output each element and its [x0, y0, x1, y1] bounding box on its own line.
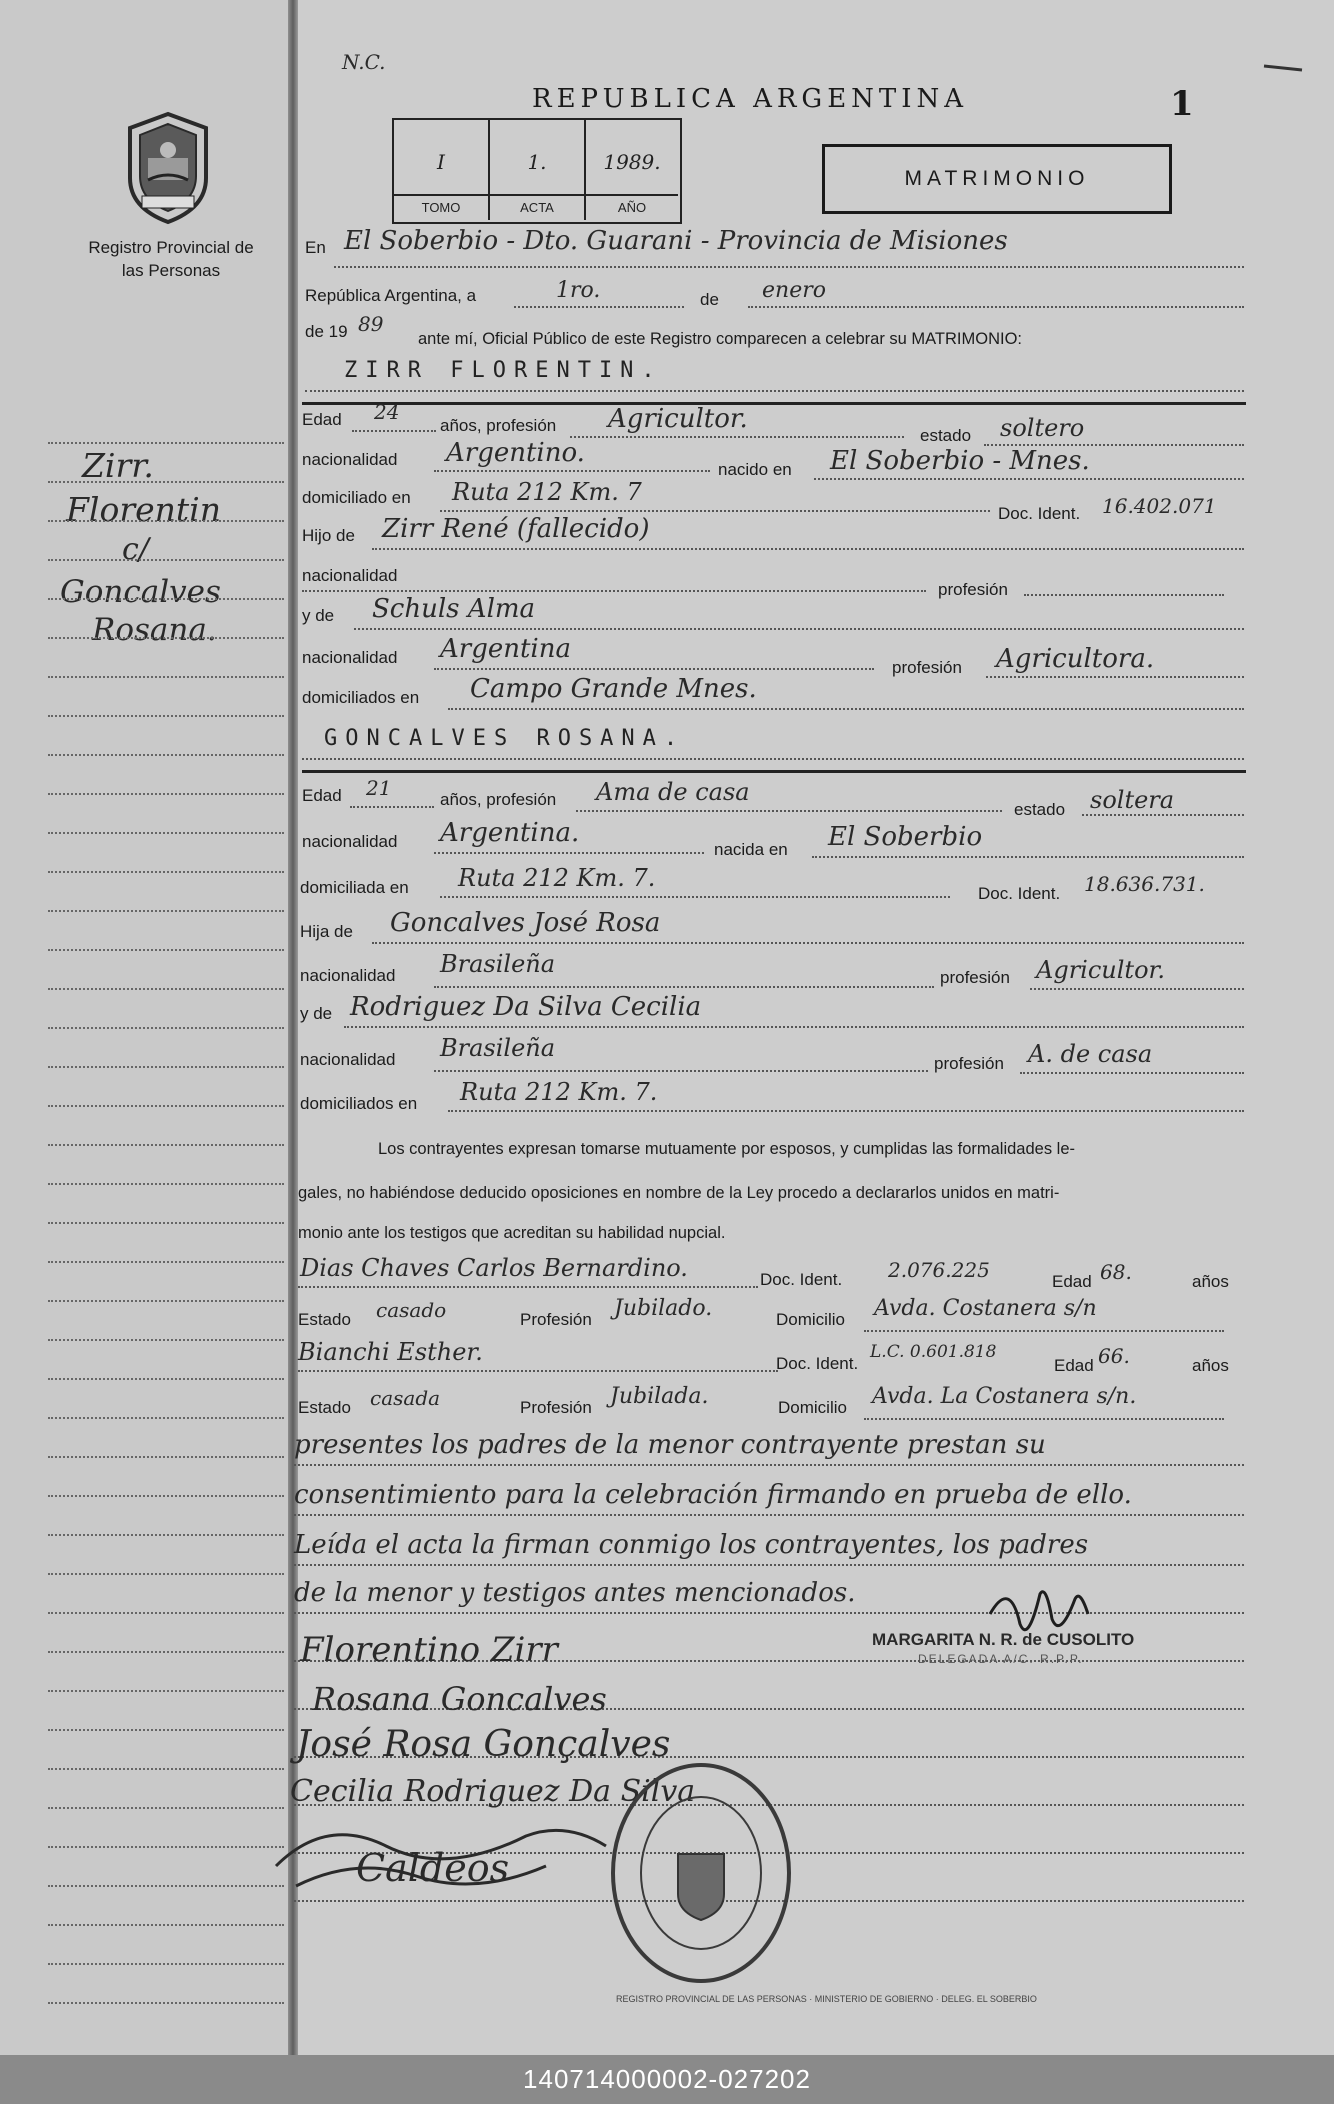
- witness2-anos-label: años: [1192, 1356, 1229, 1375]
- signature: Rosana Goncalves: [312, 1680, 607, 1718]
- margin-ruled-line: [48, 949, 284, 951]
- signature: Cecilia Rodriguez Da Silva: [290, 1774, 696, 1809]
- official-stamp-icon: [606, 1758, 796, 1988]
- margin-ruled-line: [48, 1651, 284, 1653]
- witness1-doc: 2.076.225: [888, 1258, 990, 1282]
- intro-en-label: En: [305, 238, 326, 257]
- acta-value: 1.: [527, 150, 547, 174]
- groom-edad-label: Edad: [302, 410, 342, 429]
- margin-ruled-line: [48, 1144, 284, 1146]
- intro-statement: ante mí, Oficial Público de este Registro comparecen a celebrar su MATRIMONIO:: [418, 330, 1023, 348]
- officer-title: DELEGADA A/C. R.P.P.: [918, 1652, 1084, 1666]
- bride-edad-label: Edad: [302, 786, 342, 805]
- bride-padres-dom: Ruta 212 Km. 7.: [460, 1078, 658, 1106]
- groom-estado-label: estado: [920, 426, 972, 445]
- handwritten-note-line: de la menor y testigos antes mencionados.: [294, 1578, 856, 1608]
- groom-padre-nac-label: nacionalidad: [302, 566, 398, 585]
- margin-ruled-line: [48, 1612, 284, 1614]
- top-note: N.C.: [342, 50, 386, 74]
- bride-estado: soltera: [1090, 786, 1175, 814]
- margin-ruled-line: [48, 754, 284, 756]
- margin-ruled-line: [48, 988, 284, 990]
- margin-ruled-line: [48, 1105, 284, 1107]
- groom-madre: Schuls Alma: [372, 594, 536, 624]
- margin-ruled-line: [48, 2002, 284, 2004]
- tomo-value: I: [437, 150, 445, 174]
- declaration-line: monio ante los testigos que acreditan su habilidad nupcial.: [298, 1224, 726, 1242]
- bride-madre-prof-label: profesión: [934, 1054, 1004, 1073]
- bride-nacida-label: nacida en: [714, 840, 788, 859]
- margin-ruled-line: [48, 871, 284, 873]
- bride-padre-prof-label: profesión: [940, 968, 1010, 987]
- bride-padre: Goncalves José Rosa: [390, 908, 661, 938]
- margin-ruled-line: [48, 1885, 284, 1887]
- witness1-profesion: Jubilado.: [614, 1296, 713, 1321]
- witness1-edad: 68.: [1100, 1260, 1132, 1284]
- ano-label: AÑO: [586, 194, 678, 220]
- margin-ruled-line: [48, 559, 284, 561]
- margin-ruled-line: [48, 1066, 284, 1068]
- signature: José Rosa Gonçalves: [296, 1724, 671, 1765]
- witness2-doc-label: Doc. Ident.: [776, 1354, 859, 1373]
- witness2-profesion-label: Profesión: [520, 1398, 592, 1417]
- bride-edad: 21: [366, 776, 392, 800]
- year-prefix: de 19: [305, 322, 348, 341]
- stamp-text: REGISTRO PROVINCIAL DE LAS PERSONAS · MINISTERIO DE GOBIERNO · DELEG. EL SOBERBIO: [616, 1994, 1037, 2004]
- witness1-domicilio-label: Domicilio: [776, 1310, 845, 1329]
- bride-name: GONCALVES ROSANA.: [324, 726, 686, 751]
- groom-y-de-label: y de: [302, 606, 335, 625]
- witness2-domicilio-label: Domicilio: [778, 1398, 847, 1417]
- margin-ruled-line: [48, 832, 284, 834]
- acta-label: ACTA: [490, 194, 584, 220]
- margin-ruled-line: [48, 1690, 284, 1692]
- margin-note-line: Goncalves: [60, 574, 221, 610]
- intro-month: enero: [762, 278, 826, 303]
- bride-padre-nac-label: nacionalidad: [300, 966, 396, 985]
- declaration-line: Los contrayentes expresan tomarse mutuamente por esposos, y cumplidas las formalidades le-: [378, 1140, 1076, 1158]
- intro-de-label: de: [700, 290, 719, 309]
- margin-note-line: Zirr.: [82, 446, 154, 485]
- witness2-estado: casada: [370, 1386, 441, 1410]
- witness2-estado-label: Estado: [298, 1398, 351, 1417]
- groom-nacido-label: nacido en: [718, 460, 792, 479]
- margin-ruled-line: [48, 910, 284, 912]
- bride-estado-label: estado: [1014, 800, 1066, 819]
- bride-madre-prof: A. de casa: [1028, 1040, 1153, 1068]
- ano-value: 1989.: [603, 150, 661, 174]
- margin-ruled-line: [48, 1846, 284, 1848]
- groom-profesion-label: años, profesión: [440, 416, 557, 435]
- bride-madre-nac-label: nacionalidad: [300, 1050, 396, 1069]
- margin-note-line: Rosana.: [92, 612, 217, 648]
- officer-name: MARGARITA N. R. de CUSOLITO: [872, 1630, 1135, 1649]
- groom-padres-dom: Campo Grande Mnes.: [470, 674, 757, 704]
- margin-ruled-line: [48, 793, 284, 795]
- registry-name: Registro Provincial de las Personas: [88, 238, 254, 280]
- margin-ruled-line: [48, 1768, 284, 1770]
- country-title: REPUBLICA ARGENTINA: [532, 84, 969, 114]
- acta-reference-table: [392, 118, 682, 224]
- margin-ruled-line: [48, 520, 284, 522]
- left-margin-column: [0, 0, 290, 2055]
- groom-padres-dom-label: domiciliados en: [302, 688, 420, 707]
- document-type-box: MATRIMONIO: [822, 144, 1172, 214]
- groom-madre-prof-label: profesión: [892, 658, 962, 677]
- signature: Caldeos: [356, 1846, 510, 1890]
- acta-cell: [490, 120, 586, 220]
- witness1-profesion-label: Profesión: [520, 1310, 592, 1329]
- bride-madre-nac: Brasileña: [440, 1034, 556, 1062]
- signature: Florentino Zirr: [300, 1630, 558, 1670]
- groom-estado: soltero: [1000, 414, 1085, 442]
- bride-hija-label: Hija de: [300, 922, 353, 941]
- margin-note-line: Florentin: [66, 490, 221, 529]
- margin-ruled-line: [48, 598, 284, 600]
- tomo-label: TOMO: [394, 194, 488, 220]
- groom-hijo-label: Hijo de: [302, 526, 355, 545]
- groom-padre: Zirr René (fallecido): [382, 514, 650, 544]
- ano-cell: [586, 120, 678, 220]
- margin-ruled-line: [48, 1183, 284, 1185]
- handwritten-note-line: presentes los padres de la menor contrayente prestan su: [294, 1430, 1046, 1460]
- groom-domicilio-label: domiciliado en: [302, 488, 411, 507]
- bride-padre-nac: Brasileña: [440, 950, 556, 978]
- declaration-line: gales, no habiéndose deducido oposiciones en nombre de la Ley procedo a declararlos unidos en matri-: [298, 1184, 1060, 1202]
- margin-ruled-line: [48, 1339, 284, 1341]
- groom-nacionalidad-label: nacionalidad: [302, 450, 398, 469]
- province-seal-icon: [118, 108, 218, 228]
- margin-ruled-line: [48, 1261, 284, 1263]
- bride-nacionalidad-label: nacionalidad: [302, 832, 398, 851]
- bride-doc-label: Doc. Ident.: [978, 884, 1061, 903]
- margin-ruled-line: [48, 676, 284, 678]
- margin-ruled-line: [48, 1456, 284, 1458]
- witness2-name: Bianchi Esther.: [298, 1338, 483, 1366]
- bride-nacida-en: El Soberbio: [828, 822, 983, 852]
- witness2-profesion: Jubilada.: [610, 1384, 709, 1409]
- witness2-doc: L.C. 0.601.818: [870, 1342, 997, 1362]
- tomo-cell: [394, 120, 490, 220]
- margin-note-line: c/: [122, 532, 149, 567]
- margin-ruled-line: [48, 1027, 284, 1029]
- groom-madre-nac-label: nacionalidad: [302, 648, 398, 667]
- margin-ruled-line: [48, 1417, 284, 1419]
- margin-ruled-line: [48, 442, 284, 444]
- witness1-doc-label: Doc. Ident.: [760, 1270, 843, 1289]
- groom-nacido-en: El Soberbio - Mnes.: [830, 446, 1090, 476]
- witness1-estado: casado: [376, 1298, 447, 1322]
- margin-ruled-line: [48, 1300, 284, 1302]
- margin-ruled-line: [48, 1495, 284, 1497]
- margin-ruled-line: [48, 1963, 284, 1965]
- bride-nacionalidad: Argentina.: [440, 818, 580, 848]
- witness1-edad-label: Edad: [1052, 1272, 1092, 1291]
- margin-ruled-line: [48, 481, 284, 483]
- intro-day: 1ro.: [556, 278, 601, 303]
- witness1-name: Dias Chaves Carlos Bernardino.: [300, 1254, 688, 1282]
- witness1-anos-label: años: [1192, 1272, 1229, 1291]
- groom-doc: 16.402.071: [1102, 494, 1217, 518]
- margin-ruled-line: [48, 1924, 284, 1926]
- witness2-edad: 66.: [1098, 1344, 1130, 1368]
- bride-padre-prof: Agricultor.: [1036, 956, 1165, 984]
- republica-label: República Argentina, a: [305, 286, 477, 305]
- margin-ruled-line: [48, 637, 284, 639]
- margin-ruled-line: [48, 1807, 284, 1809]
- groom-profesion: Agricultor.: [608, 404, 748, 434]
- groom-edad: 24: [374, 400, 400, 424]
- bride-doc: 18.636.731.: [1084, 872, 1205, 896]
- margin-ruled-line: [48, 1534, 284, 1536]
- bride-padres-dom-label: domiciliados en: [300, 1094, 418, 1113]
- margin-ruled-line: [48, 1378, 284, 1380]
- groom-madre-nac: Argentina: [440, 634, 571, 664]
- margin-ruled-line: [48, 715, 284, 717]
- groom-domicilio: Ruta 212 Km. 7: [452, 478, 642, 506]
- bride-domicilio-label: domiciliada en: [300, 878, 409, 897]
- margin-ruled-line: [48, 1222, 284, 1224]
- groom-doc-label: Doc. Ident.: [998, 504, 1081, 523]
- handwritten-note-line: Leída el acta la firman conmigo los contrayentes, los padres: [294, 1530, 1089, 1560]
- groom-name: ZIRR FLORENTIN.: [344, 358, 663, 383]
- witness1-estado-label: Estado: [298, 1310, 351, 1329]
- witness1-domicilio: Avda. Costanera s/n: [874, 1296, 1097, 1321]
- witness2-edad-label: Edad: [1054, 1356, 1094, 1375]
- bride-profesion: Ama de casa: [596, 778, 750, 806]
- intro-place: El Soberbio - Dto. Guarani - Provincia de Misiones: [344, 226, 1008, 256]
- groom-nacionalidad: Argentino.: [446, 438, 585, 468]
- margin-ruled-line: [48, 1573, 284, 1575]
- bride-y-de-label: y de: [300, 1004, 333, 1023]
- page-number: 1: [1170, 84, 1194, 124]
- bride-profesion-label: años, profesión: [440, 790, 557, 809]
- handwritten-note-line: consentimiento para la celebración firmando en prueba de ello.: [294, 1480, 1132, 1510]
- groom-madre-prof: Agricultora.: [996, 644, 1155, 674]
- witness2-domicilio: Avda. La Costanera s/n.: [872, 1384, 1137, 1409]
- groom-padre-prof-label: profesión: [938, 580, 1008, 599]
- margin-ruled-line: [48, 1729, 284, 1731]
- edge-mark-icon: [1262, 56, 1308, 76]
- year-suffix: 89: [358, 312, 384, 336]
- bride-madre: Rodriguez Da Silva Cecilia: [350, 992, 702, 1022]
- bride-domicilio: Ruta 212 Km. 7.: [458, 864, 656, 892]
- footer-document-id: 140714000002-027202: [523, 2064, 811, 2094]
